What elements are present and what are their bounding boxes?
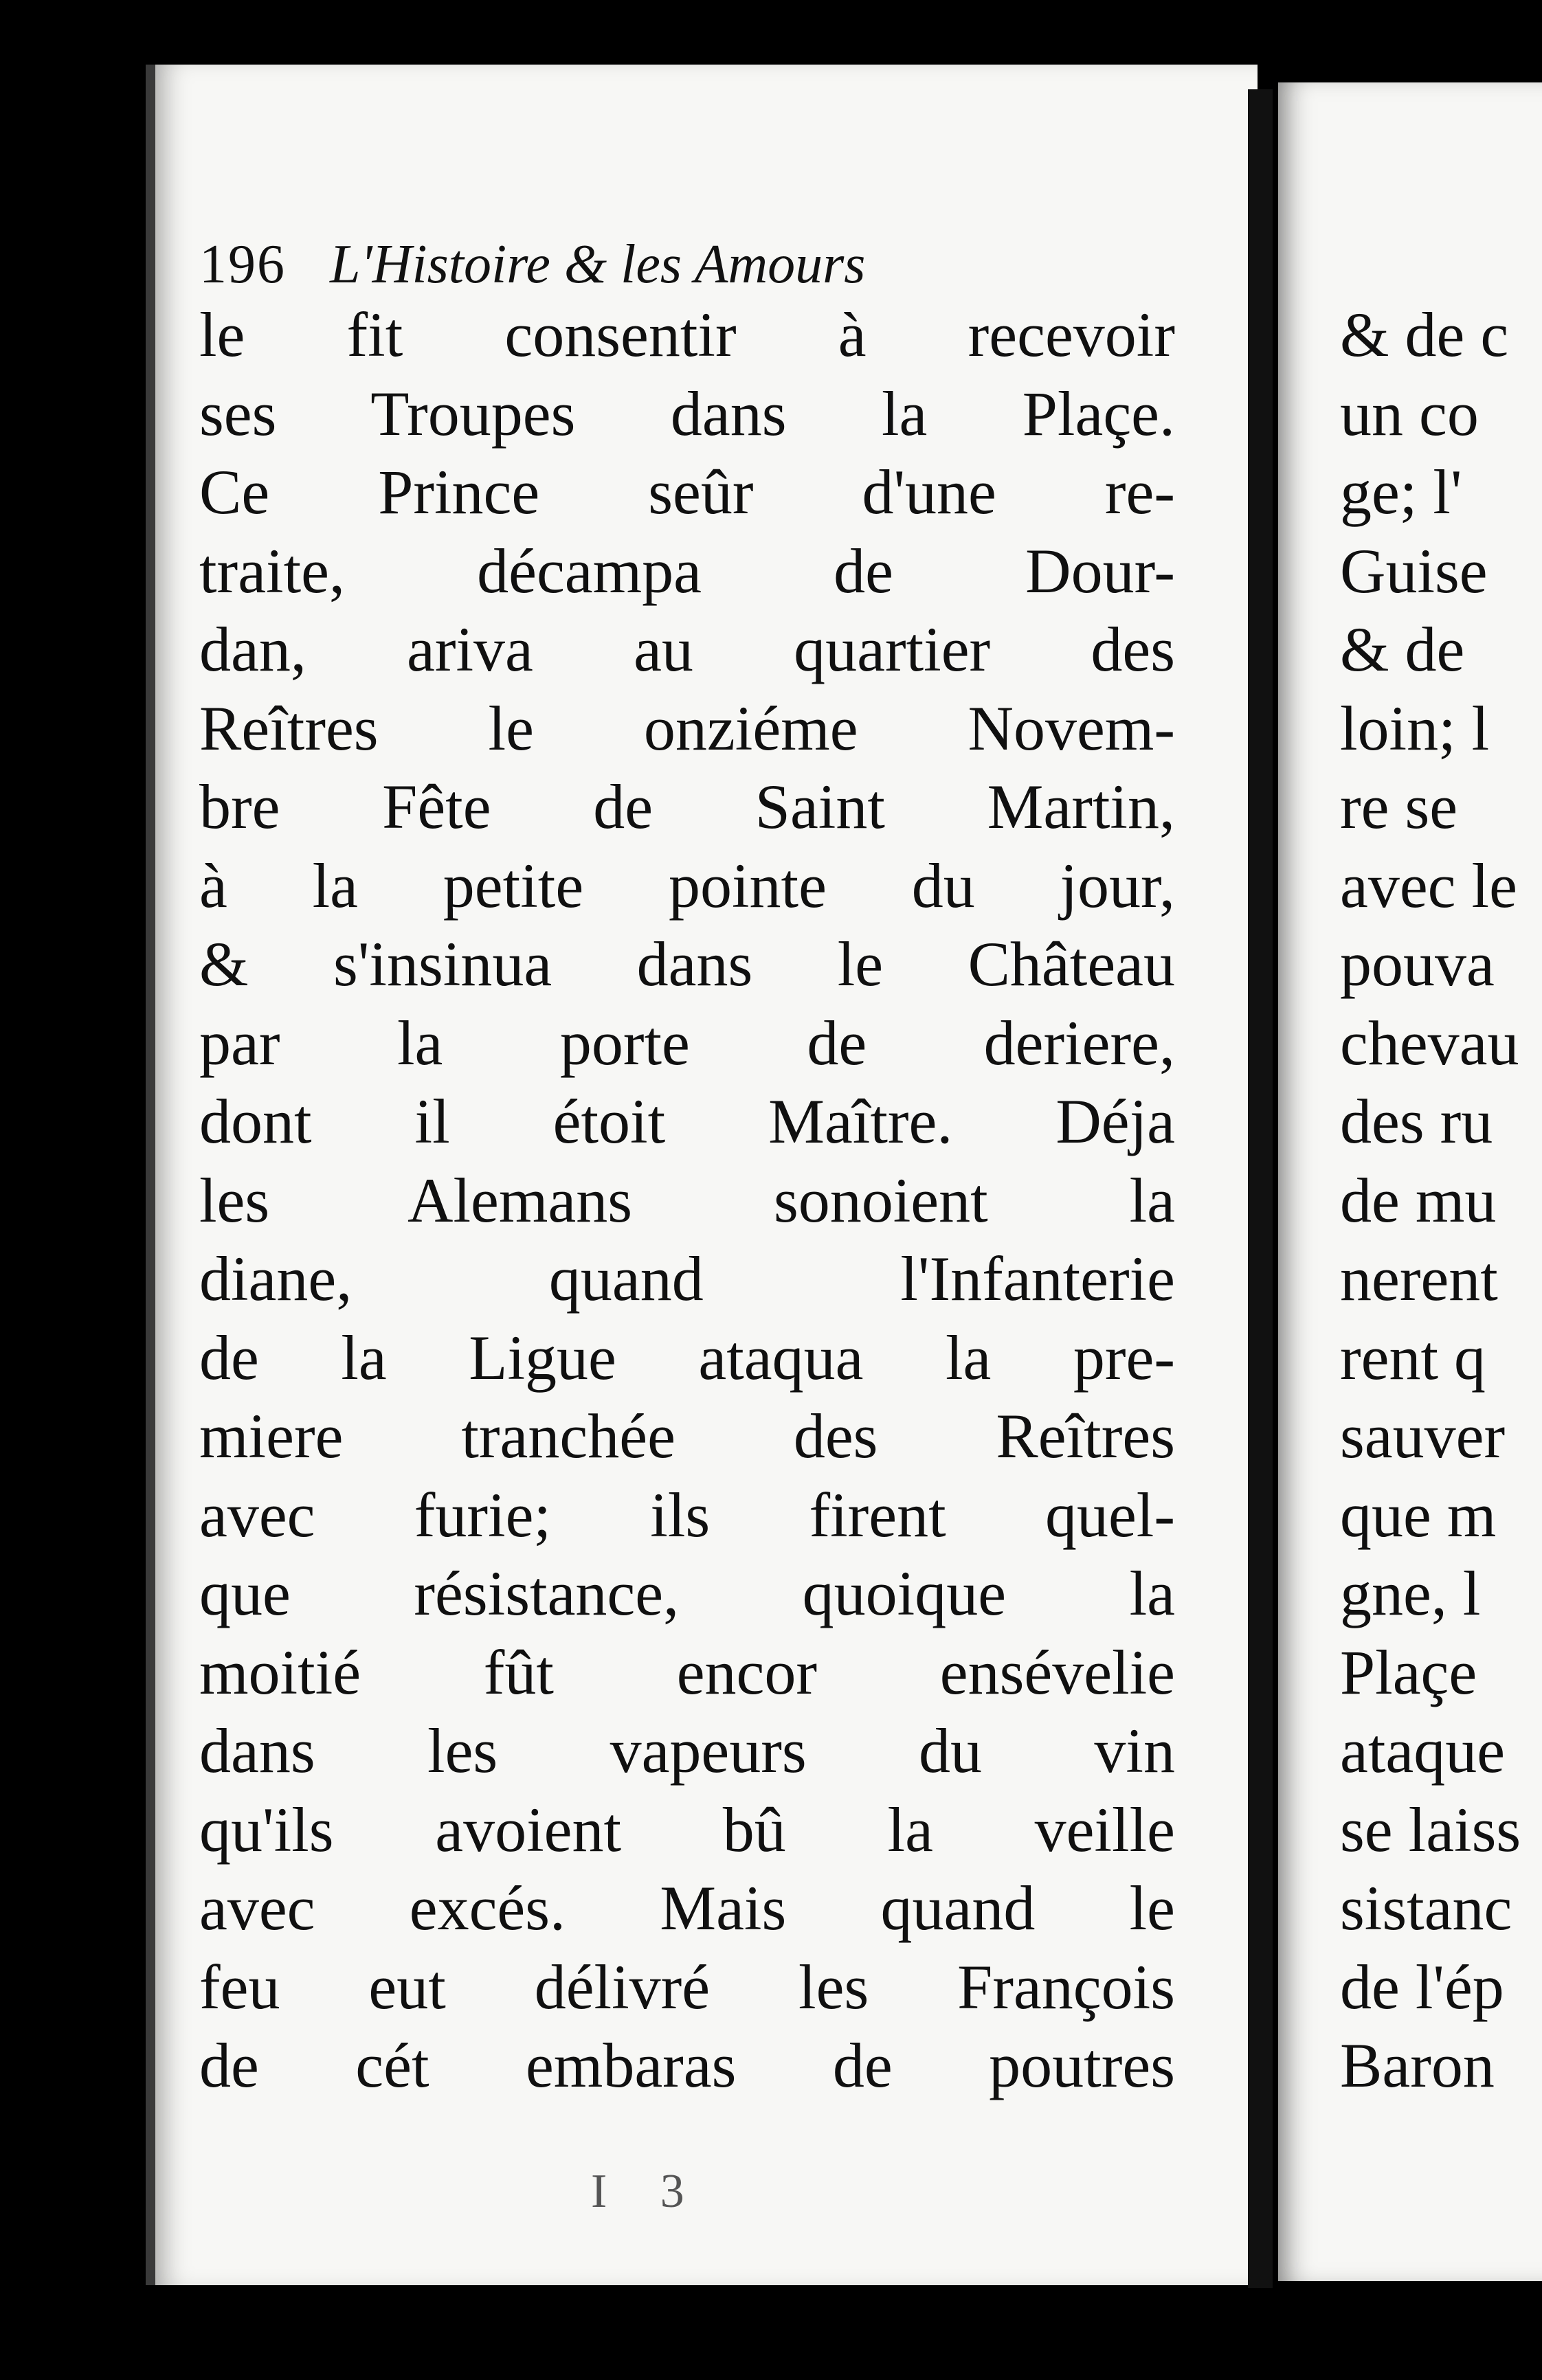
right-text-line: gne, l — [1340, 1558, 1481, 1628]
text-line: par la porte de deriere, — [199, 1007, 1175, 1078]
text-line: miere tranchée des Reîtres — [199, 1401, 1175, 1471]
right-text-line: sistanc — [1340, 1873, 1512, 1943]
text-line: avec excés. Mais quand le — [199, 1873, 1175, 1943]
right-page-text — [1340, 295, 1542, 2105]
text-line: bre Fête de Saint Martin, — [199, 772, 1175, 842]
text-line: de cét embaras de poutres — [199, 2030, 1175, 2100]
right-text-line: un co — [1340, 378, 1479, 449]
right-text-line: rent q — [1340, 1322, 1486, 1393]
running-title: L'Histoire & les Amours — [330, 234, 866, 295]
text-line: dans les vapeurs du vin — [199, 1716, 1175, 1786]
signature-mark: I 3 — [591, 2165, 705, 2218]
right-text-line: de l'ép — [1340, 1951, 1504, 2022]
left-page-text — [199, 295, 1175, 2105]
text-line: le fit consentir à recevoir — [199, 300, 1175, 370]
text-line: Ce Prince seûr d'une re- — [199, 457, 1175, 527]
right-text-line: & de — [1340, 614, 1465, 684]
text-line: diane, quand l'Infanterie — [199, 1244, 1175, 1314]
right-text-line: de mu — [1340, 1165, 1497, 1235]
right-text-line: ataque — [1340, 1716, 1506, 1786]
text-line: feu eut délivré les François — [199, 1951, 1175, 2022]
right-text-line: & de c — [1340, 300, 1509, 370]
right-text-line: Plaçe — [1340, 1637, 1477, 1707]
text-line: dan, ariva au quartier des — [199, 614, 1175, 684]
right-text-line: Baron — [1340, 2030, 1495, 2100]
right-text-line: des ru — [1340, 1086, 1493, 1156]
right-text-line: sauver — [1340, 1401, 1506, 1471]
right-text-line: re se — [1340, 772, 1458, 842]
right-text-line: nerent — [1340, 1244, 1498, 1314]
text-line: que résistance, quoique la — [199, 1558, 1175, 1628]
right-text-line: ge; l' — [1340, 457, 1462, 527]
text-line: Reîtres le onziéme Novem- — [199, 693, 1175, 763]
text-line: moitié fût encor ensévelie — [199, 1637, 1175, 1707]
text-line: qu'ils avoient bû la veille — [199, 1794, 1175, 1865]
text-line: de la Ligue ataqua la pre- — [199, 1322, 1175, 1393]
right-text-line: que m — [1340, 1479, 1497, 1550]
text-line: les Alemans sonoient la — [199, 1165, 1175, 1235]
text-line: traite, décampa de Dour- — [199, 535, 1175, 606]
text-line: à la petite pointe du jour, — [199, 850, 1175, 921]
right-text-line: chevau — [1340, 1007, 1519, 1078]
right-text-line: Guise — [1340, 535, 1488, 606]
book-gutter — [1248, 89, 1273, 2288]
right-text-line: loin; l — [1340, 693, 1490, 763]
right-text-line: pouva — [1340, 929, 1495, 999]
right-text-line: avec le — [1340, 850, 1517, 921]
text-line: ses Troupes dans la Plaçe. — [199, 378, 1175, 449]
text-line: & s'insinua dans le Château — [199, 929, 1175, 999]
text-line: dont il étoit Maître. Déja — [199, 1086, 1175, 1156]
right-text-line: se laiss — [1340, 1794, 1521, 1865]
text-line: avec furie; ils firent quel- — [199, 1479, 1175, 1550]
page-number: 196 — [199, 234, 286, 295]
